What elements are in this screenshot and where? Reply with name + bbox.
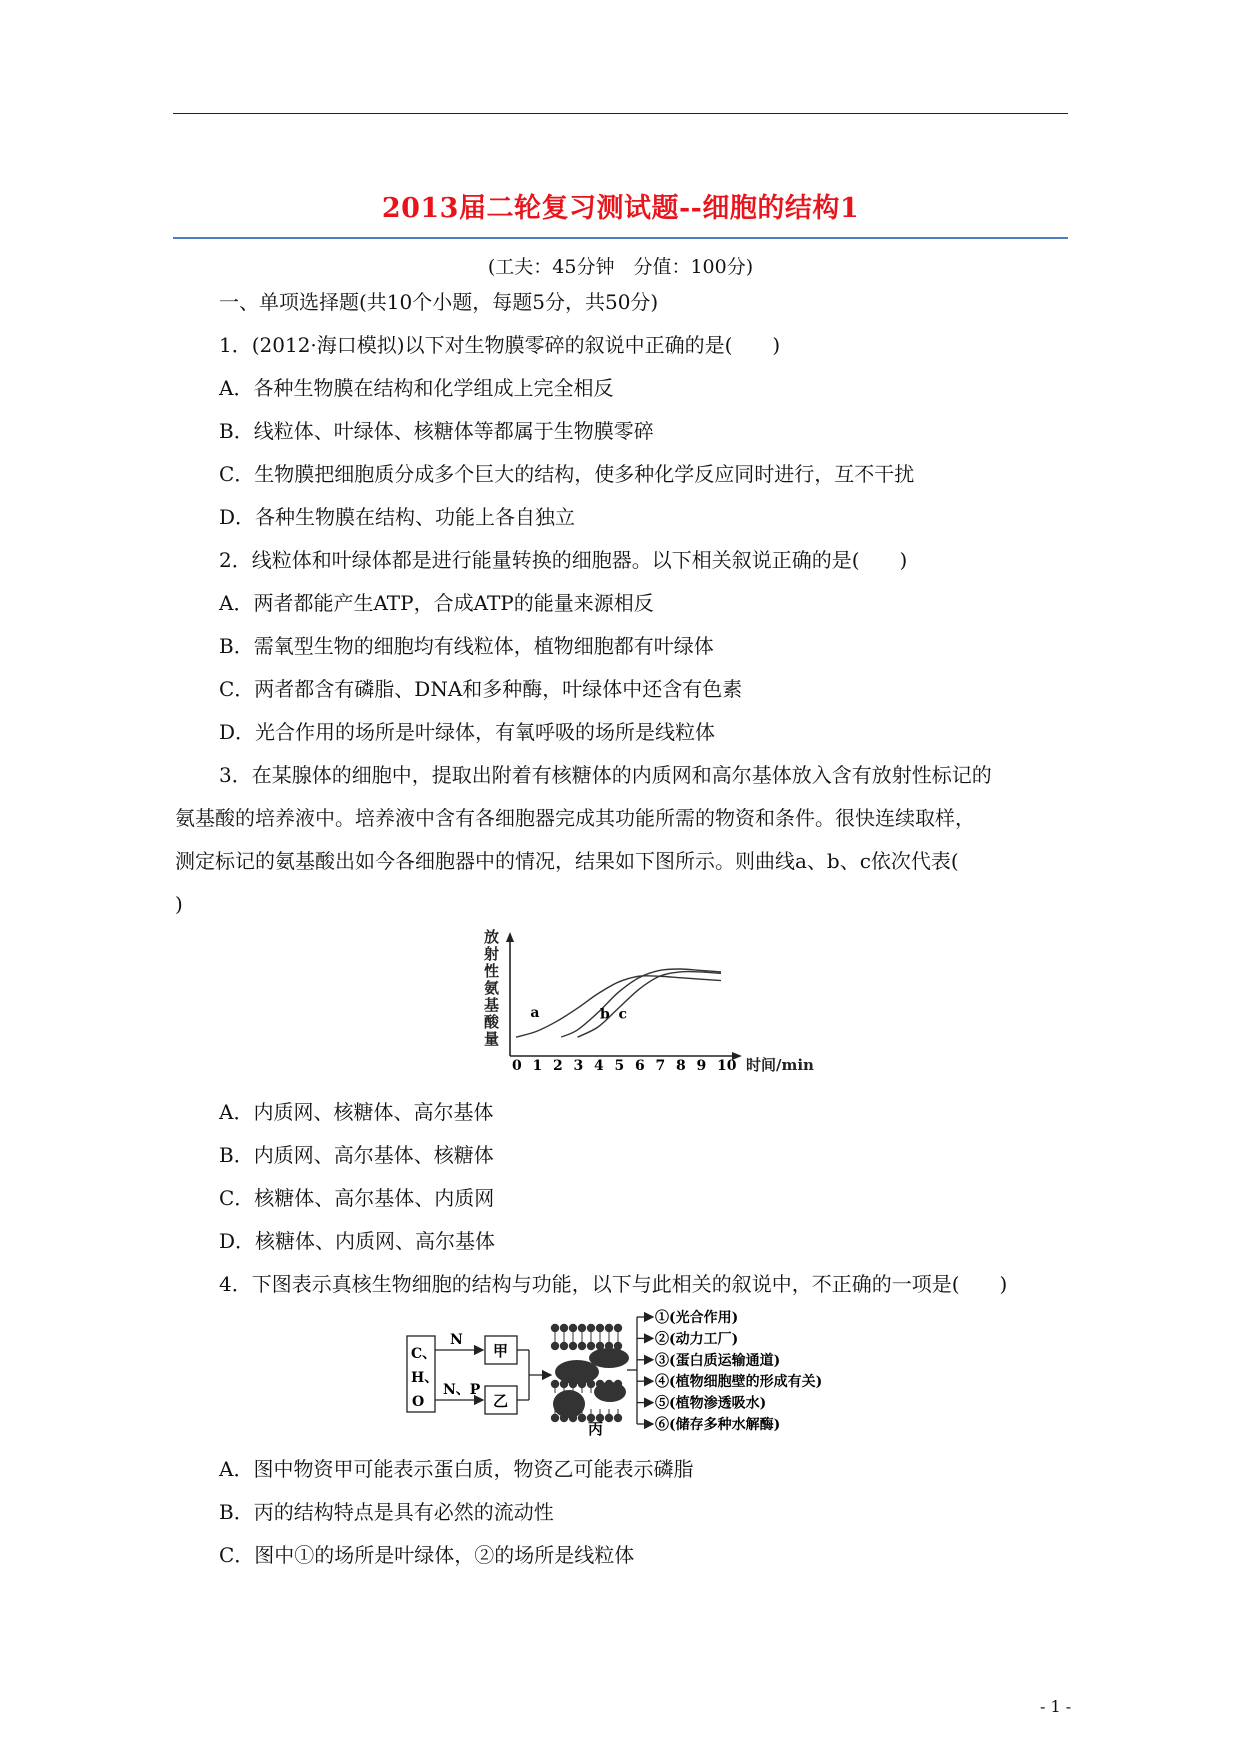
q3-stem-line4: ) — [175, 892, 183, 916]
chart-ylabel: 放射性氨基酸量 — [484, 928, 500, 1048]
q3-stem-line1: 3．在某腺体的细胞中，提取出附着有核糖体的内质网和高尔基体放入含有放射性标记的 — [219, 763, 992, 787]
arrow-label-n: N — [450, 1332, 463, 1348]
q1-option-d: D．各种生物膜在结构、功能上各自独立 — [219, 505, 576, 529]
q3-stem-line3: 测定标记的氨基酸出如今各细胞器中的情况，结果如下图所示。则曲线a、b、c依次代表( — [175, 849, 959, 873]
x-tick-label: 4 — [594, 1058, 604, 1074]
diagram-output-label: ①(光合作用) — [655, 1310, 739, 1326]
diagram-output-label: ②(动力工厂) — [655, 1331, 739, 1348]
section-heading: 一、单项选择题(共10个小题，每题5分，共50分) — [219, 290, 659, 314]
q2-option-c: C．两者都含有磷脂、DNA和多种酶，叶绿体中还含有色素 — [219, 677, 743, 701]
element-o: O — [412, 1394, 425, 1410]
q3-line-chart — [440, 928, 820, 1078]
x-tick-label: 0 — [512, 1058, 522, 1074]
q4-option-b: B．丙的结构特点是具有必然的流动性 — [219, 1500, 554, 1524]
q3-option-c: C．核糖体、高尔基体、内质网 — [219, 1186, 495, 1210]
q1-option-b: B．线粒体、叶绿体、核糖体等都属于生物膜零碎 — [219, 419, 654, 443]
q4-option-c: C．图中①的场所是叶绿体，②的场所是线粒体 — [219, 1543, 635, 1567]
x-tick-label: 7 — [655, 1058, 666, 1074]
q1-option-a: A．各种生物膜在结构和化学组成上完全相反 — [219, 376, 614, 400]
series-label-b: b — [600, 1006, 610, 1023]
x-tick-label: 2 — [553, 1058, 563, 1074]
q2-option-b: B．需氧型生物的细胞均有线粒体，植物细胞都有叶绿体 — [219, 634, 714, 658]
header-rule — [173, 113, 1068, 114]
title-rule — [173, 237, 1068, 239]
chart-y-arrow — [506, 932, 514, 942]
x-tick-label: 9 — [696, 1058, 707, 1074]
diagram-output-label: ⑤(植物渗透吸水) — [655, 1395, 767, 1412]
series-label-c: c — [618, 1006, 628, 1023]
arrow-label-np: N、P — [443, 1382, 481, 1398]
x-tick-label: 6 — [635, 1058, 645, 1074]
q2-option-d: D．光合作用的场所是叶绿体，有氧呼吸的场所是线粒体 — [219, 720, 716, 744]
x-tick-label: 10 — [717, 1058, 737, 1074]
series-line-c — [578, 972, 722, 1038]
diagram-output-label: ④(植物细胞壁的形成有关) — [655, 1374, 823, 1391]
q4-cell-diagram — [405, 1300, 885, 1442]
q3-option-a: A．内质网、核糖体、高尔基体 — [219, 1100, 494, 1124]
q3-option-d: D．核糖体、内质网、高尔基体 — [219, 1229, 496, 1253]
series-label-a: a — [530, 1004, 540, 1021]
chart-xlabel: 时间/min — [746, 1056, 814, 1074]
q3-stem-line2: 氨基酸的培养液中。培养液中含有各细胞器完成其功能所需的物资和条件。很快连续取样， — [175, 806, 975, 830]
x-tick-label: 1 — [532, 1058, 543, 1074]
diagram-output-label: ③(蛋白质运输通道) — [655, 1352, 781, 1369]
q3-option-b: B．内质网、高尔基体、核糖体 — [219, 1143, 494, 1167]
x-tick-label: 3 — [573, 1058, 584, 1074]
diagram-output-label: ⑥(储存多种水解酶) — [655, 1417, 781, 1433]
q4-option-a: A．图中物资甲可能表示蛋白质，物资乙可能表示磷脂 — [219, 1457, 694, 1481]
page-number: - 1 - — [1040, 1697, 1072, 1716]
x-tick-label: 5 — [614, 1058, 625, 1074]
element-h: H、 — [411, 1370, 439, 1386]
document-title: 2013届二轮复习测试题--细胞的结构1 — [381, 193, 860, 224]
yi-label: 乙 — [493, 1392, 509, 1410]
x-tick-label: 8 — [676, 1058, 686, 1074]
q1-stem: 1．(2012·海口模拟)以下对生物膜零碎的叙说中正确的是( ) — [219, 333, 781, 357]
q1-option-c: C．生物膜把细胞质分成多个巨大的结构，使多种化学反应同时进行，互不干扰 — [219, 462, 915, 486]
time-info: (工夫：45分钟 分值：100分) — [487, 256, 754, 278]
q2-option-a: A．两者都能产生ATP，合成ATP的能量来源相反 — [219, 591, 654, 615]
q4-stem: 4．下图表示真核生物细胞的结构与功能，以下与此相关的叙说中，不正确的一项是( ) — [219, 1272, 1008, 1296]
jia-label: 甲 — [493, 1342, 509, 1360]
element-c: C、 — [411, 1346, 437, 1362]
q2-stem: 2．线粒体和叶绿体都是进行能量转换的细胞器。以下相关叙说正确的是( ) — [219, 548, 908, 572]
membrane-bilayer-icon — [551, 1324, 629, 1422]
bing-label: 丙 — [588, 1420, 604, 1438]
